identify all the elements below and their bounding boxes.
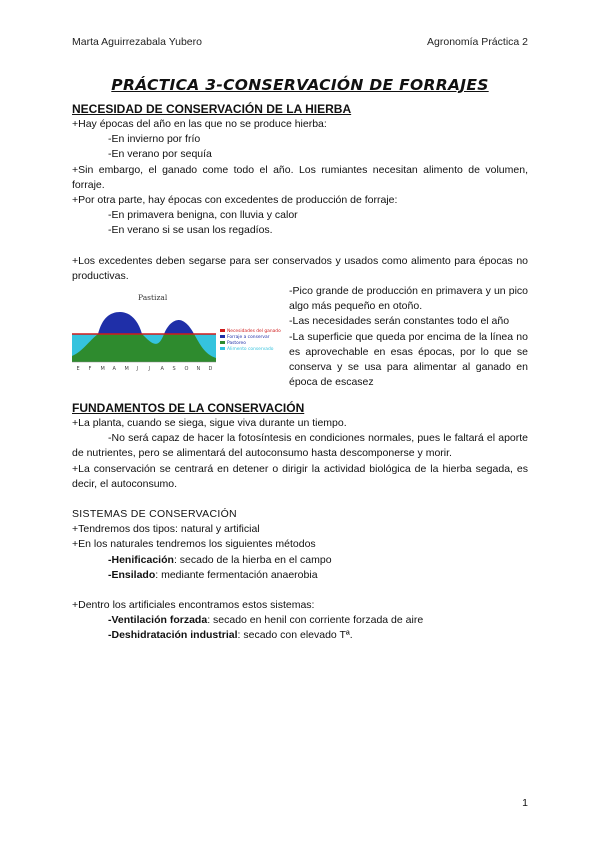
- month-label: M: [100, 366, 105, 373]
- list-item: -En invierno por frío: [108, 133, 201, 146]
- section-heading-systems: SISTEMAS DE CONSERVACIÓN: [72, 508, 237, 521]
- month-label: O: [184, 366, 189, 373]
- legend-swatch-conserve: [220, 335, 225, 338]
- method-desc: : mediante fermentación anaerobia: [155, 568, 318, 581]
- paragraph: +Los excedentes deben segarse para ser conservados y usados como alimento para épocas no productivas.: [72, 254, 528, 282]
- list-item: -En primavera benigna, con lluvia y calor: [108, 209, 298, 222]
- figure-row: [72, 284, 528, 390]
- section-heading-fundamentals: FUNDAMENTOS DE LA CONSERVACIÓN: [72, 401, 305, 415]
- list-item: [72, 613, 528, 628]
- method-term: -Ventilación forzada: [108, 614, 208, 627]
- month-label: S: [172, 366, 176, 373]
- section-heading-need: NECESIDAD DE CONSERVACIÓN DE LA HIERBA: [72, 102, 352, 116]
- method-desc: : secado en henil con corriente forzada de aire: [207, 614, 424, 627]
- paragraph: +La conservación se centrará en detener o dirigir la actividad biológica de la hierba segada, es decir, el autoconsumo.: [72, 462, 528, 490]
- month-label: M: [124, 366, 129, 373]
- paragraph: -No será capaz de hacer la fotosíntesis en condiciones normales, pues le faltará el aporte de nutrientes, pero se alimentará del autoconsumo hasta descomponerse y morir.: [72, 432, 528, 460]
- paragraph: +En los naturales tendremos los siguientes métodos: [72, 538, 316, 551]
- method-term: -Ensilado: [108, 568, 156, 581]
- paragraph: +Sin embargo, el ganado come todo el año. Los rumiantes necesitan alimento de volumen, forraje.: [72, 163, 528, 191]
- grazing-area: [72, 334, 216, 362]
- legend-need: Necesidades del ganado: [227, 329, 281, 335]
- legend-conserve: Forraje a conservar: [227, 335, 270, 341]
- list-item: [72, 628, 528, 643]
- month-labels: [77, 366, 213, 372]
- month-label: A: [112, 366, 116, 373]
- legend-swatch-need: [220, 329, 225, 332]
- month-label: D: [208, 366, 213, 373]
- pasture-chart: [72, 284, 287, 376]
- month-label: A: [160, 366, 164, 373]
- conserve-area-autumn: [164, 320, 194, 334]
- paragraph: +Dentro los artificiales encontramos estos sistemas:: [72, 599, 315, 612]
- list-item: [72, 553, 528, 568]
- legend-swatch-grazing: [220, 341, 225, 344]
- pasture-figure: [72, 284, 287, 381]
- section-need: [72, 101, 528, 390]
- method-term: -Henificación: [108, 553, 174, 566]
- legend: [220, 328, 281, 352]
- list-item: -En verano por sequía: [108, 148, 212, 161]
- method-desc: : secado con elevado Tª.: [237, 629, 353, 642]
- paragraph: -Las necesidades serán constantes todo el año: [289, 315, 510, 328]
- month-label: J: [136, 366, 138, 373]
- method-term: -Deshidratación industrial: [108, 629, 238, 642]
- method-desc: : secado de la hierba en el campo: [173, 553, 332, 566]
- month-label: F: [88, 366, 92, 373]
- header-course: Agronomía Práctica 2: [427, 36, 528, 48]
- figure-title: Pastizal: [138, 293, 168, 303]
- paragraph: +Tendremos dos tipos: natural y artificial: [72, 523, 260, 536]
- paragraph: +Hay épocas del año en las que no se produce hierba:: [72, 118, 327, 130]
- legend-grazing: Pastoreo: [227, 341, 246, 347]
- header-author: Marta Aguirrezabala Yubero: [72, 36, 202, 48]
- paragraph: +La planta, cuando se siega, sigue viva durante un tiempo.: [72, 417, 347, 429]
- figure-description: [287, 284, 528, 390]
- page-number: 1: [522, 797, 528, 809]
- month-label: N: [196, 366, 201, 373]
- legend-stored: Alimento conservado: [227, 347, 274, 353]
- month-label: E: [76, 366, 80, 373]
- list-item: [72, 568, 528, 583]
- legend-swatch-stored: [220, 347, 225, 350]
- page-title: PRÁCTICA 3-CONSERVACIÓN DE FORRAJES: [111, 76, 489, 94]
- month-label: J: [148, 366, 150, 373]
- section-fundamentals: [72, 400, 528, 644]
- conserve-area-spring: [98, 312, 142, 334]
- paragraph: -La superficie que queda por encima de la línea no es aprovechable en esas épocas, por lo que se conserva y se usa para alimentar al ganado en época de escasez: [289, 330, 528, 389]
- list-item: -En verano si se usan los regadíos.: [108, 224, 273, 237]
- paragraph: +Por otra parte, hay épocas con excedentes de producción de forraje:: [72, 194, 398, 207]
- paragraph: -Pico grande de producción en primavera y un pico algo más pequeño en otoño.: [289, 285, 528, 313]
